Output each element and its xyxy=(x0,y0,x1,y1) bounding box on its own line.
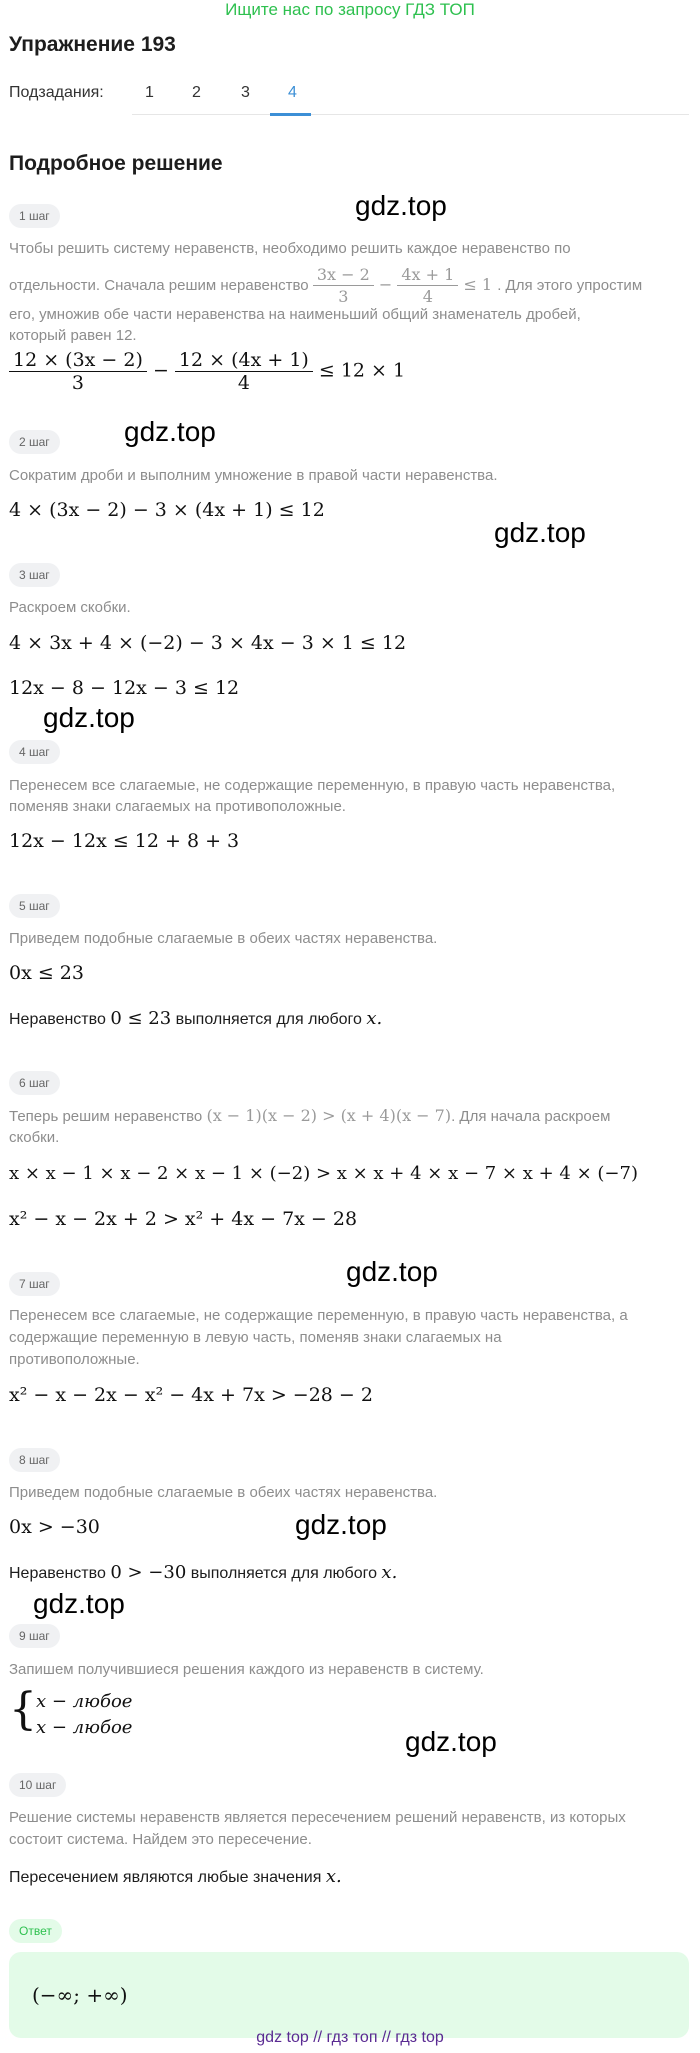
watermark: gdz.top xyxy=(494,517,586,548)
tab-4[interactable]: 4 xyxy=(288,84,297,101)
step-badge: 9 шаг xyxy=(9,1624,60,1648)
step-text: Чтобы решить систему неравенств, необходимо решить каждое неравенство по xyxy=(9,240,571,257)
system-line: x − любое xyxy=(36,1691,133,1712)
operator: − xyxy=(152,359,169,382)
relation: ≤ 12 × 1 xyxy=(318,359,406,382)
math-expression: x² − x − 2x − x² − 4x + 7x > −28 − 2 xyxy=(9,1384,373,1406)
footer-links[interactable]: gdz top // гдз топ // гдз top xyxy=(256,2029,444,2046)
active-tab-indicator xyxy=(270,113,311,116)
fraction xyxy=(9,349,147,394)
fraction xyxy=(175,349,313,394)
relation: ≤ 1 xyxy=(463,275,493,294)
step-text-part: . Для этого упростим xyxy=(497,277,643,294)
conclusion-math: 0 ≤ 23 xyxy=(110,1008,172,1029)
step-badge: 7 шаг xyxy=(9,1272,60,1296)
watermark: gdz.top xyxy=(405,1726,497,1757)
step-badge: 6 шаг xyxy=(9,1071,60,1095)
fraction xyxy=(397,264,458,307)
conclusion-text: выполняется для любого xyxy=(190,1565,377,1582)
fraction-denominator: 4 xyxy=(237,372,250,394)
conclusion-variable: x. xyxy=(366,1008,383,1029)
math-expression: 4 × (3x − 2) − 3 × (4x + 1) ≤ 12 xyxy=(9,499,325,521)
section-title: Подробное решение xyxy=(9,152,223,175)
step-text: состоит система. Найдем это пересечение. xyxy=(9,1831,312,1848)
step-text: который равен 12. xyxy=(9,327,137,344)
system-line: x − любое xyxy=(36,1717,133,1738)
step-text: противоположные. xyxy=(9,1351,140,1368)
operator: − xyxy=(378,275,393,294)
math-expression xyxy=(9,349,405,394)
fraction-expression xyxy=(313,265,497,306)
step-text: Решение системы неравенств является пересечением решений неравенств, из которых xyxy=(9,1809,626,1826)
tab-1[interactable]: 1 xyxy=(145,84,154,101)
step-text: Запишем получившиеся решения каждого из неравенств в систему. xyxy=(9,1661,484,1678)
tab-2[interactable]: 2 xyxy=(192,84,201,101)
fraction-denominator: 4 xyxy=(422,287,433,306)
watermark: gdz.top xyxy=(33,1588,125,1619)
tab-3[interactable]: 3 xyxy=(241,84,250,101)
inline-math: (x − 1)(x − 2) > (x + 4)(x − 7) xyxy=(206,1106,452,1125)
answer-badge: Ответ xyxy=(9,1919,62,1943)
math-expression: x × x − 1 × x − 2 × x − 1 × (−2) > x × x + 4 × x − 7 × x + 4 × (−7) xyxy=(9,1163,638,1184)
step-badge: 2 шаг xyxy=(9,430,60,454)
conclusion-text: Неравенство xyxy=(9,1011,106,1028)
system-brace: { xyxy=(9,1684,37,1735)
step-text: его, умножив обе части неравенства на наименьший общий знаменатель дробей, xyxy=(9,306,581,323)
conclusion-math: 0 > −30 xyxy=(110,1562,187,1583)
fraction xyxy=(313,264,374,307)
conclusion-text: Пересечением являются любые значения xyxy=(9,1869,322,1886)
watermark: gdz.top xyxy=(43,702,135,733)
step-text: содержащие переменную в левую часть, поменяв знаки слагаемых на xyxy=(9,1329,502,1346)
step-conclusion xyxy=(9,1562,397,1583)
step-text: Перенесем все слагаемые, не содержащие переменную, в правую часть неравенства, а xyxy=(9,1307,628,1324)
step-badge: 5 шаг xyxy=(9,894,60,918)
watermark: gdz.top xyxy=(124,416,216,447)
conclusion-text: выполняется для любого xyxy=(175,1011,362,1028)
step-text-part: Теперь решим неравенство xyxy=(9,1108,203,1125)
step-badge: 8 шаг xyxy=(9,1448,60,1472)
step-text-part: отдельности. Сначала решим неравенство xyxy=(9,277,309,294)
conclusion-variable: x. xyxy=(381,1562,398,1583)
step-badge: 4 шаг xyxy=(9,740,60,764)
step-text: Перенесем все слагаемые, не содержащие переменную, в правую часть неравенства, xyxy=(9,777,616,794)
step-badge: 10 шаг xyxy=(9,1773,66,1797)
math-expression: x² − x − 2x + 2 > x² + 4x − 7x − 28 xyxy=(9,1208,358,1230)
subtasks-label: Подзадания: xyxy=(9,84,104,101)
step-text: Приведем подобные слагаемые в обеих частях неравенства. xyxy=(9,930,438,947)
math-expression: 4 × 3x + 4 × (−2) − 3 × 4x − 3 × 1 ≤ 12 xyxy=(9,632,407,654)
step-text-part: . Для начала раскроем xyxy=(451,1108,611,1125)
watermark: gdz.top xyxy=(346,1256,438,1287)
fraction-numerator: 12 × (4x + 1) xyxy=(175,349,313,372)
step-conclusion xyxy=(9,1866,342,1887)
step-text: скобки. xyxy=(9,1129,60,1146)
step-text: Приведем подобные слагаемые в обеих частях неравенства. xyxy=(9,1484,438,1501)
step-badge: 1 шаг xyxy=(9,204,60,228)
conclusion-variable: x. xyxy=(325,1866,342,1887)
watermark: gdz.top xyxy=(295,1509,387,1540)
math-expression: 0x ≤ 23 xyxy=(9,962,84,984)
step-conclusion xyxy=(9,1008,382,1029)
tabs-divider xyxy=(132,114,689,115)
top-search-link[interactable]: Ищите нас по запросу ГДЗ ТОП xyxy=(225,0,475,19)
watermark: gdz.top xyxy=(355,190,447,221)
fraction-numerator: 3x − 2 xyxy=(313,264,374,286)
math-expression: 0x > −30 xyxy=(9,1516,100,1538)
answer-value: (−∞; +∞) xyxy=(32,1983,128,2007)
step-text: Сократим дроби и выполним умножение в правой части неравенства. xyxy=(9,467,498,484)
math-expression: 12x − 8 − 12x − 3 ≤ 12 xyxy=(9,677,240,699)
step-badge: 3 шаг xyxy=(9,563,60,587)
step-text: поменяв знаки слагаемых на противоположные. xyxy=(9,798,346,815)
fraction-denominator: 3 xyxy=(71,372,84,394)
fraction-numerator: 4x + 1 xyxy=(397,264,458,286)
step-text xyxy=(9,264,642,307)
math-expression: 12x − 12x ≤ 12 + 8 + 3 xyxy=(9,830,240,852)
step-text xyxy=(9,1105,610,1127)
page-title: Упражнение 193 xyxy=(9,33,176,56)
conclusion-text: Неравенство xyxy=(9,1565,106,1582)
fraction-denominator: 3 xyxy=(338,287,349,306)
step-text: Раскроем скобки. xyxy=(9,599,131,616)
fraction-numerator: 12 × (3x − 2) xyxy=(9,349,147,372)
